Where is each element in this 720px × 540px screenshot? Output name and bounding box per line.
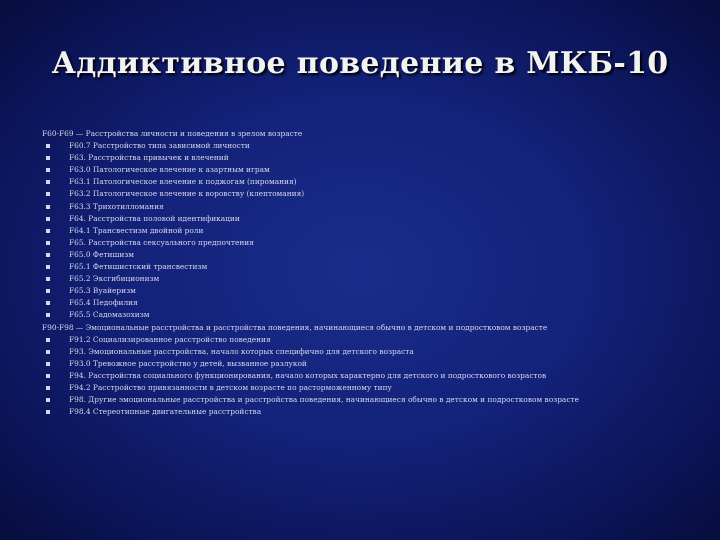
square-bullet-icon <box>46 289 50 293</box>
list-item <box>42 346 712 358</box>
square-bullet-icon <box>46 253 50 257</box>
list-item-text: F63.0 Патологическое влечение к азартным играм <box>69 165 270 175</box>
list-item <box>42 140 712 152</box>
list-item-text: F63. Расстройства привычек и влечений <box>69 153 229 163</box>
list-item-text: F60.7 Расстройство типа зависимой личности <box>69 141 250 151</box>
list-item-text: F64.1 Трансвестизм двойной роли <box>69 225 204 235</box>
square-bullet-icon <box>46 229 50 233</box>
list-item-text: F93.0 Тревожное расстройство у детей, вызванное разлукой <box>69 358 307 368</box>
list-item <box>42 285 712 297</box>
square-bullet-icon <box>46 410 50 414</box>
square-bullet-icon <box>46 350 50 354</box>
list-item <box>42 237 712 249</box>
list-item-text: F94. Расстройства социального функционирования, начало которых характерно для детского и подросткового возрастов <box>69 370 547 380</box>
square-bullet-icon <box>46 156 50 160</box>
square-bullet-icon <box>46 362 50 366</box>
list-item <box>42 358 712 370</box>
list-item-text: F64. Расстройства половой идентификации <box>69 213 240 223</box>
list-item-text: F98. Другие эмоциональные расстройства и расстройства поведения, начинающиеся обычно в детском и подростковом возрасте <box>69 395 579 405</box>
square-bullet-icon <box>46 144 50 148</box>
list-item-text: F65.4 Педофилия <box>69 298 138 308</box>
square-bullet-icon <box>46 301 50 305</box>
list-item-text: F63.1 Патологическое влечение к поджогам (пиромания) <box>69 177 297 187</box>
list-item-text: F94.2 Расстройство привязанности в детском возрасте по расторможенному типу <box>69 382 392 392</box>
slide-content <box>42 128 712 418</box>
list-item <box>42 297 712 309</box>
list-item <box>42 176 712 188</box>
list-item <box>42 406 712 418</box>
list-item <box>42 334 712 346</box>
square-bullet-icon <box>46 374 50 378</box>
list-item-text: F65.3 Вуайеризм <box>69 286 136 296</box>
list-item-text: F65.2 Эксгибиционизм <box>69 274 160 284</box>
list-item-text: F63.3 Трихотилломания <box>69 201 164 211</box>
list-item-text: F93. Эмоциональные расстройства, начало которых специфично для детского возраста <box>69 346 414 356</box>
list-item <box>42 370 712 382</box>
section-heading: F90-F98 — Эмоциональные расстройства и расстройства поведения, начинающиеся обычно в детском и подростковом возрасте <box>42 322 548 332</box>
list-item <box>42 213 712 225</box>
square-bullet-icon <box>46 192 50 196</box>
list-item <box>42 225 712 237</box>
list-item <box>42 382 712 394</box>
list-item <box>42 394 712 406</box>
square-bullet-icon <box>46 313 50 317</box>
list-item <box>42 309 712 321</box>
list-item-text: F98.4 Стереотипные двигательные расстройства <box>69 407 262 417</box>
square-bullet-icon <box>46 277 50 281</box>
list-item <box>42 261 712 273</box>
list-item-text: F91.2 Социализированное расстройство поведения <box>69 334 271 344</box>
square-bullet-icon <box>46 168 50 172</box>
list-item-text: F65.1 Фетишистский трансвестизм <box>69 262 208 272</box>
square-bullet-icon <box>46 398 50 402</box>
list-item <box>42 201 712 213</box>
list-item-text: F65.0 Фетишизм <box>69 249 135 259</box>
square-bullet-icon <box>46 180 50 184</box>
list-item-text: F65. Расстройства сексуального предпочтения <box>69 237 254 247</box>
square-bullet-icon <box>46 265 50 269</box>
list-item-text: F63.2 Патологическое влечение к воровству (клептомания) <box>69 189 305 199</box>
square-bullet-icon <box>46 338 50 342</box>
square-bullet-icon <box>46 205 50 209</box>
list-item-text: F65.5 Садомазохизм <box>69 310 150 320</box>
list-item <box>42 188 712 200</box>
section-heading: F60-F69 — Расстройства личности и поведения в зрелом возрасте <box>42 129 303 138</box>
square-bullet-icon <box>46 386 50 390</box>
square-bullet-icon <box>46 217 50 221</box>
list-item <box>42 164 712 176</box>
list-item <box>42 249 712 261</box>
square-bullet-icon <box>46 241 50 245</box>
slide-title: Аддиктивное поведение в МКБ-10 <box>51 46 669 81</box>
list-item <box>42 152 712 164</box>
list-item <box>42 273 712 285</box>
